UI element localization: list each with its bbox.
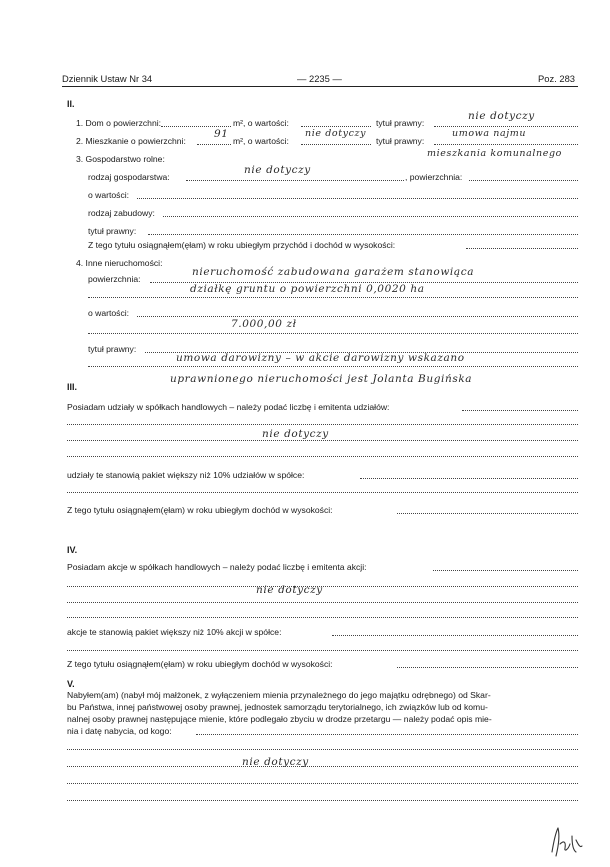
section-v-label: V. [67,679,75,689]
other-area-value-2: działkę gruntu o powierzchni 0,0020 ha [190,283,425,295]
acquisition-field-5 [67,800,578,801]
house-label: 1. Dom o powierzchni: [76,118,162,128]
apartment-title-value-2: mieszkania komunalnego [427,148,562,159]
stock-field-3 [67,602,578,603]
acquisition-value: nie dotyczy [242,756,309,768]
stock-field-4 [67,617,578,618]
other-area-value-1: nieruchomość zabudowana garażem stanowiąca [192,266,475,278]
farm-label: 3. Gospodarstwo rolne: [76,154,165,164]
page-number: — 2235 — [297,73,342,84]
farm-title-field [148,234,578,235]
farm-type-field [186,180,404,181]
section-iii-label: III. [67,382,78,392]
apartment-title-value-1: umowa najmu [452,128,527,139]
apartment-area-field [197,144,231,145]
section-iv-label: IV. [67,545,78,555]
apartment-title-label: tytuł prawny: [376,136,425,146]
shares-stake-field-2 [67,492,578,493]
header-rule [62,86,578,87]
farm-type-label: rodzaj gospodarstwa: [88,172,170,182]
house-title-label: tytuł prawny: [376,118,425,128]
apartment-title-field [434,144,578,145]
house-value-field [301,126,371,127]
other-title-value-1: umowa darowizny – w akcie darowizny wskazano [176,352,465,364]
farm-value-field [137,198,578,199]
acquisition-field-3 [67,766,578,767]
other-title-value-2: uprawnionego nieruchomości jest Jolanta Bugińska [170,373,473,385]
acquisition-text-line-2: bu Państwa, innej państwowej osoby prawnej, jednostek samorządu terytorialnego, ich związków lub od komu- [67,702,488,712]
stock-stake-label: akcje te stanowią pakiet większy niż 10% akcji w spółce: [67,627,282,637]
farm-building-label: rodzaj zabudowy: [88,208,155,218]
stock-income-label: Z tego tytułu osiągnąłem(ęłam) w roku ubiegłym dochód w wysokości: [67,659,333,669]
stock-label: Posiadam akcje w spółkach handlowych – należy podać liczbę i emitenta akcji: [67,562,367,572]
farm-area-field [469,180,578,181]
stock-stake-field [332,635,578,636]
apartment-value-field [301,144,371,145]
other-value-field [137,316,578,317]
house-area-field [161,126,231,127]
shares-income-field [397,513,578,514]
acquisition-field-2 [67,749,578,750]
acquisition-field [196,734,578,735]
house-title-value: nie dotyczy [468,110,535,122]
farm-title-label: tytuł prawny: [88,226,137,236]
other-area-label: powierzchnia: [88,274,141,284]
apartment-value-value: nie dotyczy [305,128,367,139]
house-unit-label: m², o wartości: [233,118,289,128]
stock-stake-field-2 [67,650,578,651]
other-value-label: o wartości: [88,308,130,318]
apartment-label: 2. Mieszkanie o powierzchni: [76,136,186,146]
other-area-field-2 [88,297,578,298]
shares-label: Posiadam udziały w spółkach handlowych – należy podać liczbę i emitenta udziałów: [67,402,390,412]
farm-area-label: , powierzchnia: [405,172,463,182]
farm-type-value: nie dotyczy [244,164,311,176]
shares-income-label: Z tego tytułu osiągnąłem(ęłam) w roku ubiegłym dochód w wysokości: [67,505,333,515]
farm-income-field [466,248,578,249]
section-ii-label: II. [67,99,75,109]
other-title-label: tytuł prawny: [88,344,137,354]
apartment-area-value: 91 [214,128,229,140]
shares-value: nie dotyczy [262,428,329,440]
other-title-field-2 [88,366,578,367]
position-number: Poz. 283 [538,73,576,84]
farm-building-field [163,216,578,217]
farm-income-label: Z tego tytułu osiągnąłem(ęłam) w roku ubiegłym przychód i dochód w wysokości: [88,240,396,250]
journal-name: Dziennik Ustaw Nr 34 [62,73,153,84]
other-value-value: 7.000,00 zł [231,318,297,330]
apartment-unit-label: m², o wartości: [233,136,289,146]
stock-value: nie dotyczy [256,584,323,596]
initials-signature [546,822,586,862]
stock-income-field [397,667,578,668]
shares-stake-label: udziały te stanowią pakiet większy niż 10% udziałów w spółce: [67,470,305,480]
other-property-label: 4. Inne nieruchomości: [76,258,163,268]
shares-field-2 [67,424,578,425]
acquisition-text-line-1: Nabyłem(am) (nabył mój małżonek, z wyłączeniem mienia przynależnego do jego majątku odrębnego) od Skar- [67,690,491,700]
house-title-field [434,126,578,127]
stock-field [433,570,578,571]
shares-field-3 [67,440,578,441]
other-value-field-2 [88,333,578,334]
shares-field [462,410,578,411]
farm-value-label: o wartości: [88,190,130,200]
shares-stake-field [360,478,578,479]
acquisition-text-line-4: nia i datę nabycia, od kogo: [67,726,172,736]
shares-field-4 [67,456,578,457]
acquisition-text-line-3: nalnej osoby prawnej następujące mienie, które podlegało zbyciu w drodze przetargu — należy podać opis mie- [67,714,492,724]
acquisition-field-4 [67,783,578,784]
